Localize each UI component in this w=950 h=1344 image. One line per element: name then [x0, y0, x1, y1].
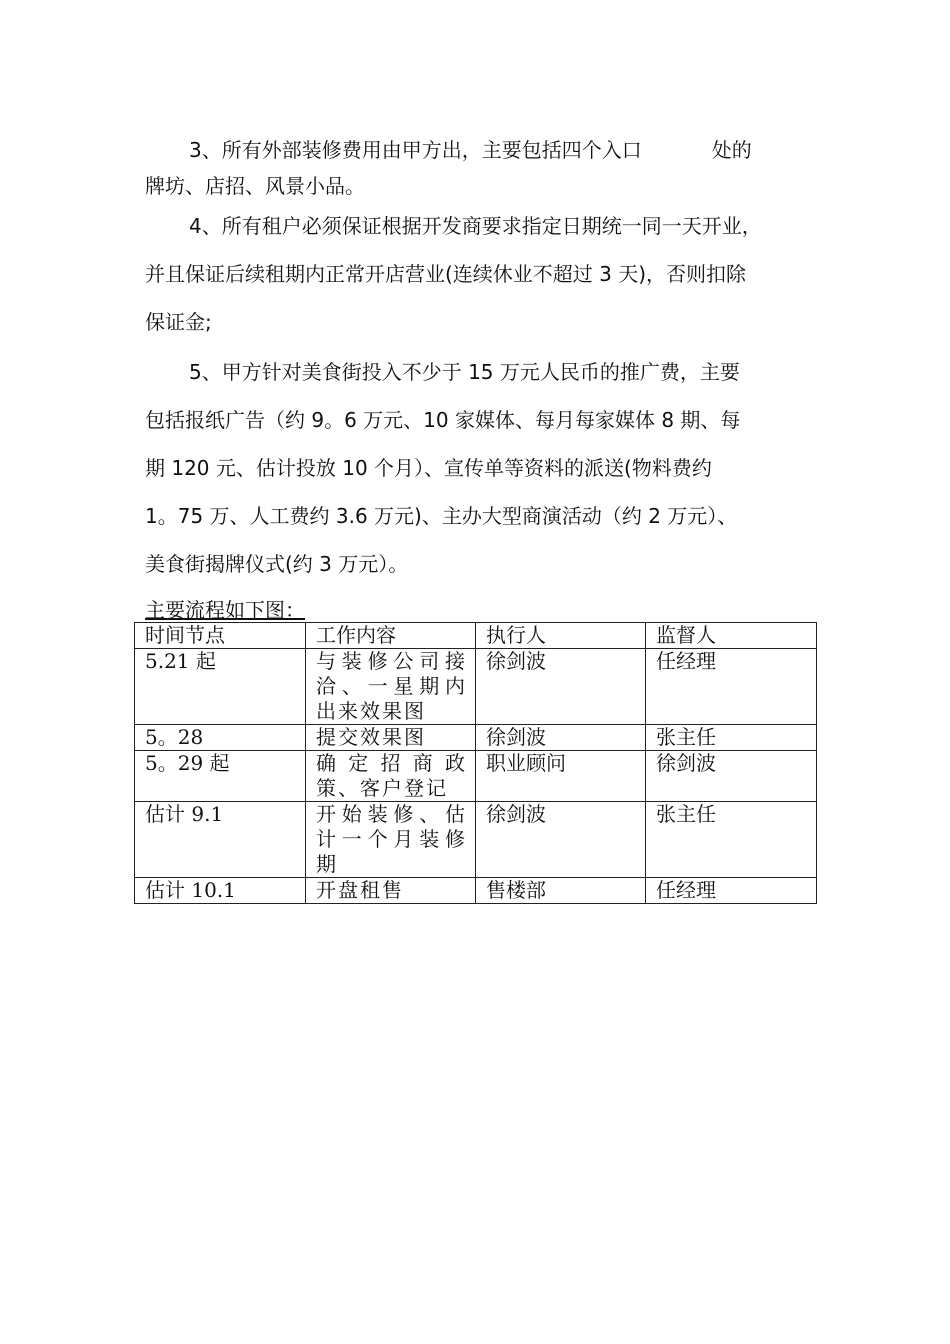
table-row	[135, 802, 817, 878]
cell-executor: 徐剑波	[476, 725, 646, 751]
cell-work-content: 开始装修、估计一个月装修期	[306, 802, 476, 878]
cell-executor: 徐剑波	[476, 802, 646, 878]
table-row	[135, 725, 817, 751]
flow-table	[134, 622, 817, 904]
cell-executor: 售楼部	[476, 878, 646, 904]
cell-time-node: 5.21 起	[135, 649, 306, 725]
paragraph-4-line-3: 保证金;	[145, 310, 212, 334]
cell-supervisor: 张主任	[646, 725, 817, 751]
cell-executor: 徐剑波	[476, 649, 646, 725]
header-work-content: 工作内容	[306, 623, 476, 649]
table-header-row	[135, 623, 817, 649]
paragraph-5-line-5: 美食街揭牌仪式(约 3 万元）。	[145, 552, 409, 576]
cell-time-node: 估计 9.1	[135, 802, 306, 878]
paragraph-5-line-3: 期 120 元、估计投放 10 个月）、宣传单等资料的派送(物料费约	[145, 456, 712, 480]
header-time-node: 时间节点	[135, 623, 306, 649]
paragraph-3-line-2: 牌坊、店招、风景小品。	[145, 174, 365, 198]
cell-supervisor: 张主任	[646, 802, 817, 878]
paragraph-5-line-2: 包括报纸广告（约 9。6 万元、10 家媒体、每月每家媒体 8 期、每	[145, 408, 741, 432]
paragraph-5-line-1: 5、甲方针对美食街投入不少于 15 万元人民币的推广费，主要	[189, 360, 740, 384]
paragraph-5	[145, 348, 810, 588]
cell-time-node: 5。28	[135, 725, 306, 751]
table-row	[135, 649, 817, 725]
cell-work-content: 与装修公司接洽、一星期内出来效果图	[306, 649, 476, 725]
paragraph-4	[145, 202, 810, 346]
header-executor: 执行人	[476, 623, 646, 649]
cell-time-node: 估计 10.1	[135, 878, 306, 904]
cell-supervisor: 任经理	[646, 878, 817, 904]
cell-time-node: 5。29 起	[135, 751, 306, 802]
cell-work-content: 开盘租售	[306, 878, 476, 904]
paragraph-3-line-1-tail: 处的	[711, 138, 752, 162]
table-row	[135, 751, 817, 802]
paragraph-3-line-1-text: 3、所有外部装修费用由甲方出，主要包括四个入口	[189, 138, 642, 162]
paragraph-4-line-1: 4、所有租户必须保证根据开发商要求指定日期统一同一天开业，	[189, 214, 762, 238]
cell-work-content: 确定招商政策、客户登记	[306, 751, 476, 802]
cell-executor: 职业顾问	[476, 751, 646, 802]
cell-supervisor: 徐剑波	[646, 751, 817, 802]
table-row	[135, 878, 817, 904]
cell-work-content: 提交效果图	[306, 725, 476, 751]
header-supervisor: 监督人	[646, 623, 817, 649]
paragraph-5-line-4: 1。75 万、人工费约 3.6 万元)、主办大型商演活动（约 2 万元）、	[145, 504, 738, 528]
cell-supervisor: 任经理	[646, 649, 817, 725]
flow-caption: 主要流程如下图：	[145, 598, 305, 622]
paragraph-4-line-2: 并且保证后续租期内正常开店营业(连续休业不超过 3 天)，否则扣除	[145, 262, 747, 286]
